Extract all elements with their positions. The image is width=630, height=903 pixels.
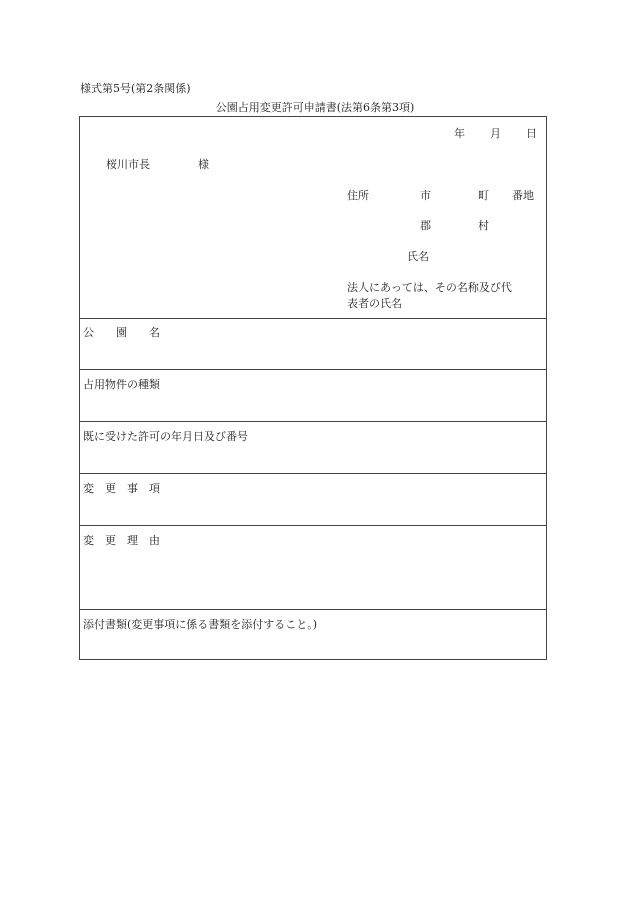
- date-month: 月: [490, 127, 501, 140]
- attachments-label: 添付書類(変更事項に係る書類を添付すること。): [83, 618, 318, 631]
- name-label: 氏名: [407, 250, 429, 263]
- park-name-row: [80, 318, 546, 370]
- form-number: 様式第5号(第2条関係): [80, 82, 191, 95]
- change-reason-row: [80, 526, 546, 610]
- date-day: 日: [526, 127, 537, 140]
- address-county: 郡: [420, 219, 431, 232]
- applicant-header: [80, 117, 546, 319]
- object-type-label: 占用物件の種類: [83, 378, 160, 391]
- application-form: [79, 116, 547, 660]
- date-year: 年: [454, 127, 465, 140]
- prior-permit-label: 既に受けた許可の年月日及び番号: [83, 430, 248, 443]
- address-village: 村: [478, 219, 489, 232]
- change-items-label: 変 更 事 項: [83, 482, 160, 495]
- change-reason-label: 変 更 理 由: [83, 534, 160, 547]
- form-title: 公園占用変更許可申請書(法第6条第3項): [215, 101, 415, 114]
- honorific: 様: [198, 158, 209, 171]
- change-items-row: [80, 474, 546, 526]
- object-type-row: [80, 370, 546, 422]
- park-name-label: 公 園 名: [83, 326, 160, 339]
- address-lot: 番地: [512, 189, 534, 202]
- address-town: 町: [478, 189, 489, 202]
- attachments-row: [80, 610, 546, 659]
- address-city: 市: [420, 189, 431, 202]
- addressee: 桜川市長: [106, 158, 150, 171]
- corp-note-line1: 法人にあっては、その名称及び代: [347, 281, 512, 294]
- prior-permit-row: [80, 422, 546, 474]
- corp-note-line2: 表者の氏名: [347, 297, 402, 310]
- address-label: 住所: [347, 189, 369, 202]
